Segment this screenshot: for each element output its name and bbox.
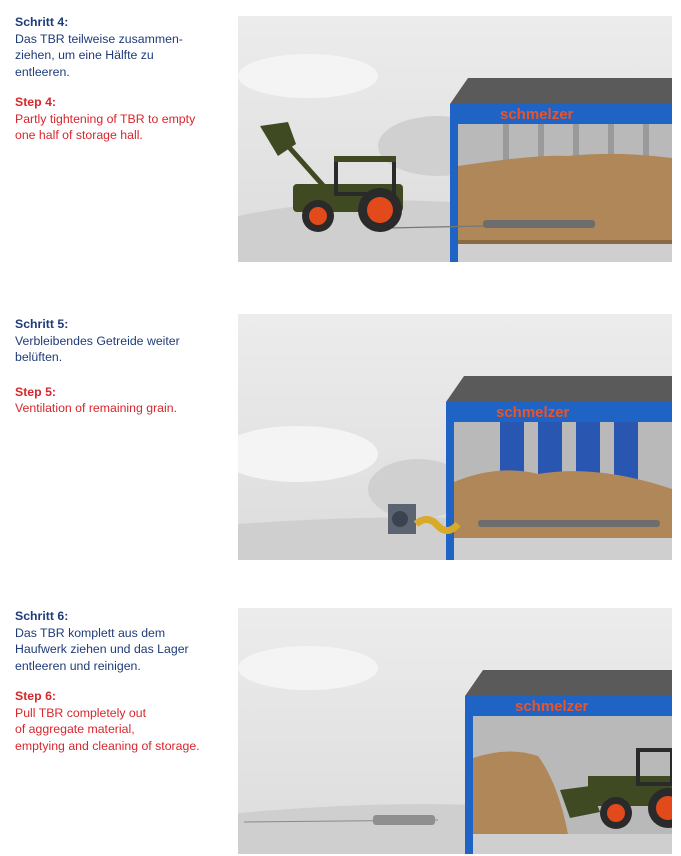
step-4-text — [15, 14, 220, 144]
english-line: of aggregate material, — [15, 722, 135, 736]
hall-brand-logo: schmelzer — [515, 698, 589, 715]
english-line: Pull TBR completely out — [15, 705, 146, 720]
english-description — [15, 384, 220, 417]
english-line: Ventilation of remaining grain. — [15, 401, 178, 415]
step-5-section — [0, 300, 681, 570]
english-line: one half of storage hall. — [15, 128, 143, 142]
german-line: ziehen, um eine Hälfte zu — [15, 48, 154, 62]
step-6-section — [0, 600, 681, 856]
german-step-title: Schritt 6: — [15, 609, 69, 623]
german-line: Das TBR komplett aus dem — [15, 625, 166, 640]
german-description — [15, 316, 220, 366]
step-4-illustration — [238, 16, 672, 262]
english-description — [15, 94, 220, 144]
hall-brand-logo: schmelzer — [496, 404, 570, 421]
english-step-title: Step 4: — [15, 95, 56, 109]
step-5-illustration — [238, 314, 672, 560]
german-description — [15, 608, 220, 674]
german-line: entleeren und reinigen. — [15, 658, 141, 673]
german-description — [15, 14, 220, 80]
tbr-tube — [483, 220, 595, 228]
step-4-section — [0, 0, 681, 270]
step-6-illustration — [238, 608, 672, 854]
english-step-title: Step 6: — [15, 689, 56, 703]
german-line: Haufwerk ziehen und das Lager — [15, 642, 189, 656]
german-line: belüften. — [15, 350, 63, 364]
german-line: Das TBR teilweise zusammen- — [15, 31, 183, 46]
german-line: entleeren. — [15, 64, 70, 79]
cloud — [238, 646, 378, 690]
step-6-text — [15, 608, 220, 754]
english-step-title: Step 5: — [15, 384, 56, 399]
tbr-tube — [373, 815, 435, 825]
hall-brand-logo: schmelzer — [500, 106, 574, 123]
tbr-tube — [478, 520, 660, 527]
english-line: emptying and cleaning of storage. — [15, 738, 200, 753]
english-description — [15, 688, 220, 754]
step-5-text — [15, 316, 220, 417]
german-step-title: Schritt 5: — [15, 317, 69, 331]
german-line: Verbleibendes Getreide weiter — [15, 333, 180, 348]
german-step-title: Schritt 4: — [15, 15, 69, 29]
english-line: Partly tightening of TBR to empty — [15, 111, 196, 126]
cloud — [238, 54, 378, 98]
